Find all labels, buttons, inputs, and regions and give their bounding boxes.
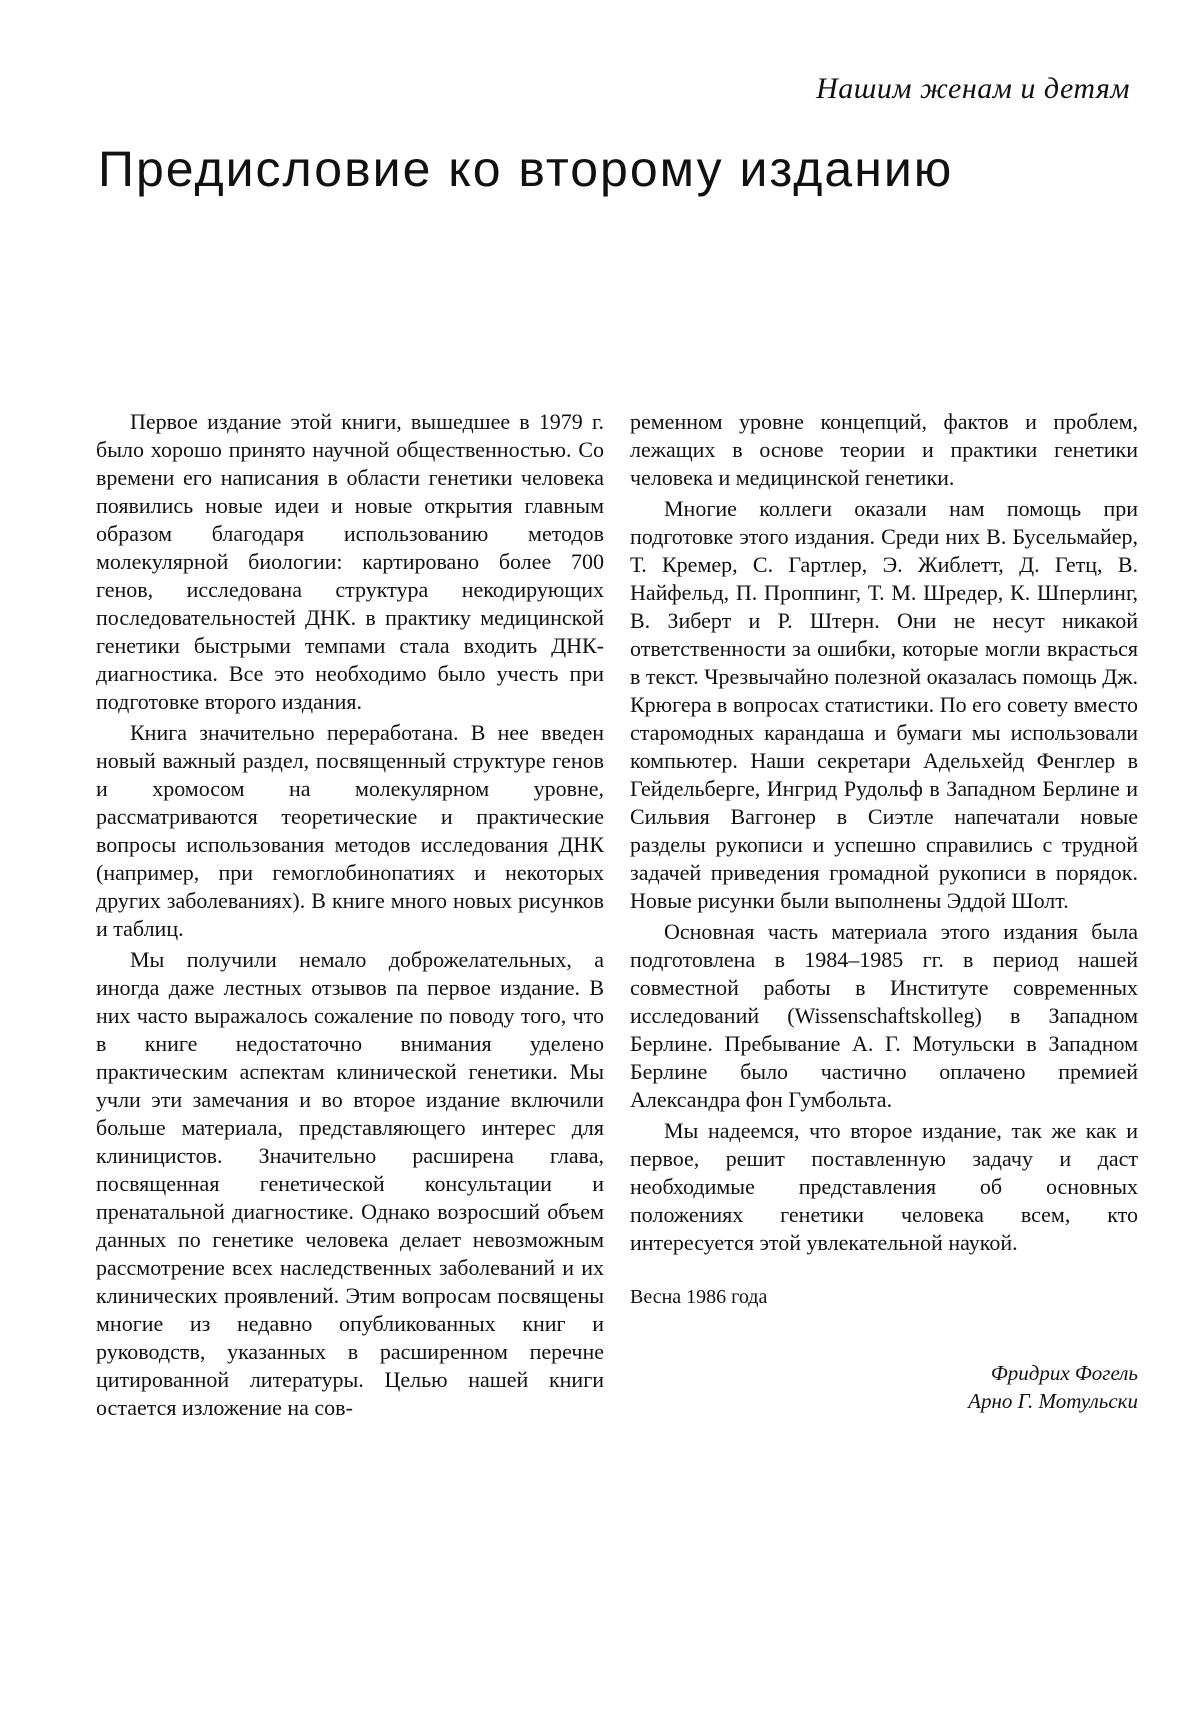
paragraph-3-continuation: ременном уровне концепций, фактов и проблем, лежащих в основе теории и практики генетики человека и медицинской генетики. xyxy=(630,409,1138,490)
text-columns xyxy=(96,408,1138,1422)
left-column xyxy=(96,408,604,1422)
paragraph-3: Мы получили немало доброжелательных, а иногда даже лестных отзывов па первое издание. В них часто выражалось сожаление по поводу того, что в книге недостаточно внимания уделено практическим аспектам клинической генетики. Мы учли эти замечания и во второе издание включили больше материала, представляющего интерес для клиницистов. Значительно расширена глава, посвященная генетической консультации и пренатальной диагностике. Однако возросший объем данных по генетике человека делает невозможным рассмотрение всех наследственных заболеваний и их клинических проявлений. Этим вопросам посвящены многие из недавно опубликованных книг и руководств, указанных в расширенном перечне цитированной литературы. Целью нашей книги остается изложение на сов- xyxy=(96,947,604,1420)
signature-author-1: Фридрих Фогель xyxy=(990,1361,1138,1385)
paragraph-6: Мы надеемся, что второе издание, так же как и первое, решит поставленную задачу и даст необходимые представления об основных положениях генетики человека всем, кто интересуется этой увлекательной наукой. xyxy=(630,1118,1138,1255)
paragraph-5: Основная часть материала этого издания была подготовлена в 1984–1985 гг. в период нашей совместной работы в Институте современных исследований (Wissenschaftskolleg) в Западном Берлине. Пребывание А. Г. Мотульски в Западном Берлине было частично оплачено премией Александра фон Гумбольта. xyxy=(630,919,1138,1112)
dedication: Нашим женам и детям xyxy=(816,72,1130,105)
right-column xyxy=(630,408,1138,1422)
signature-author-2: Арно Г. Мотульски xyxy=(968,1389,1138,1413)
preface-date: Весна 1986 года xyxy=(630,1286,768,1308)
page-title: Предисловие ко второму изданию xyxy=(98,141,954,197)
paragraph-1: Первое издание этой книги, вышедшее в 1979 г. было хорошо принято научной общественностью. Со времени его написания в области генетики человека появились новые идеи и новые открытия главным образом благодаря использованию методов молекулярной биологии: картировано более 700 генов, исследована структура некодирующих последовательностей ДНК. в практику медицинской генетики быстрыми темпами стала входить ДНК-диагностика. Все это необходимо было учесть при подготовке второго издания. xyxy=(96,409,604,714)
signatures xyxy=(630,1359,1138,1415)
paragraph-2: Книга значительно переработана. В нее введен новый важный раздел, посвященный структуре генов и хромосом на молекулярном уровне, рассматриваются теоретические и практические вопросы использования методов исследования ДНК (например, при гемоглобинопатиях и некоторых других заболеваниях). В книге много новых рисунков и таблиц. xyxy=(96,720,604,941)
paragraph-4: Многие коллеги оказали нам помощь при подготовке этого издания. Среди них В. Бусельмайер, Т. Кремер, С. Гартлер, Э. Жиблетт, Д. Гетц, В. Найфельд, П. Проппинг, Т. М. Шредер, К. Шперлинг, В. Зиберт и Р. Штерн. Они не несут никакой ответственности за ошибки, которые могли вкрасться в текст. Чрезвычайно полезной оказалась помощь Дж. Крюгера в вопросах статистики. По его совету вместо старомодных карандаша и бумаги мы использовали компьютер. Наши секретари Адельхейд Фенглер в Гейдельберге, Ингрид Рудольф в Западном Берлине и Сильвия Ваггонер в Сиэтле напечатали новые разделы рукописи и успешно справились с трудной задачей приведения громадной рукописи в порядок. Новые рисунки были выполнены Эддой Шолт. xyxy=(630,496,1138,913)
